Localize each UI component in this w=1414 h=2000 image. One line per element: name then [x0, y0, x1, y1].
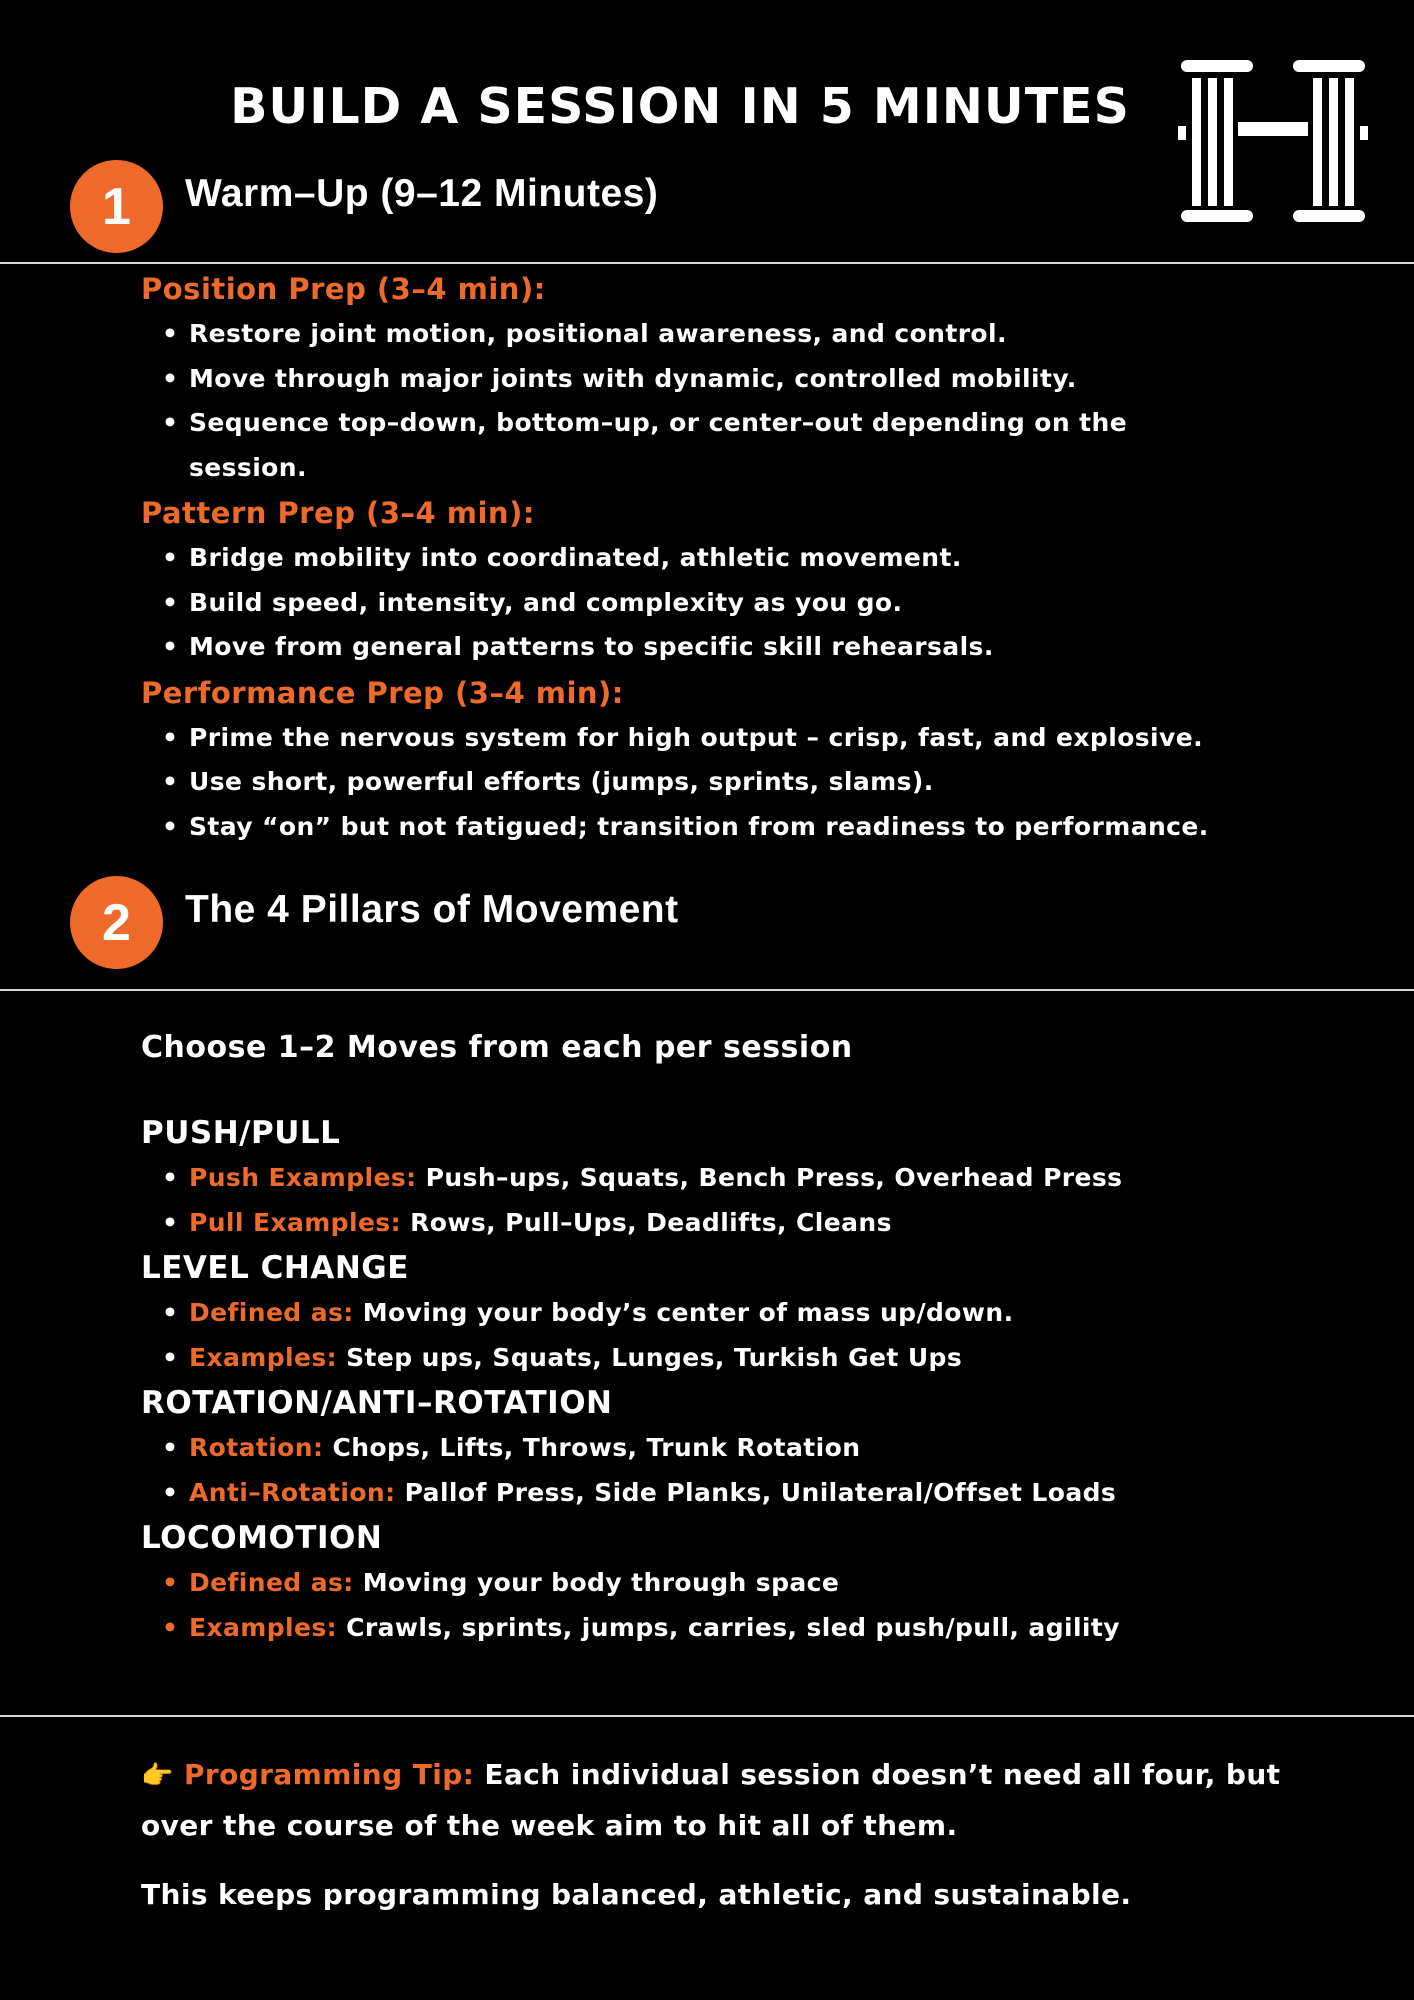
item-label: Defined as:: [189, 1298, 354, 1327]
pillar-heading-push-pull: PUSH/PULL: [141, 1115, 341, 1151]
list-item: [189, 1156, 1381, 1201]
item-text: Chops, Lifts, Throws, Trunk Rotation: [332, 1433, 861, 1462]
item-label: Rotation:: [189, 1433, 324, 1462]
list-item: • Prime the nervous system for high output – crisp, fast, and explosive.: [189, 716, 1381, 761]
list-item: [189, 1336, 1381, 1381]
pattern-prep-list: [141, 536, 1381, 670]
list-item: • Stay “on” but not fatigued; transition from readiness to performance.: [189, 805, 1381, 850]
pillar-list-push-pull: [141, 1156, 1381, 1245]
item-text: Rows, Pull–Ups, Deadlifts, Cleans: [410, 1207, 892, 1237]
item-text: Pallof Press, Side Planks, Unilateral/Offset Loads: [404, 1477, 1117, 1507]
step-number-2: 2: [70, 876, 163, 969]
list-item: [189, 1471, 1381, 1516]
list-item: • Build speed, intensity, and complexity as you go.: [189, 581, 1381, 626]
pillar-heading-locomotion: LOCOMOTION: [141, 1520, 383, 1556]
section-title-warmup: Warm–Up (9–12 Minutes): [185, 172, 659, 215]
list-item: [189, 1291, 1381, 1336]
divider: [0, 1715, 1414, 1717]
list-item: • Move from general patterns to specific skill rehearsals.: [189, 625, 1381, 670]
tip-text: Each individual session doesn’t need all four, but over the course of the week aim to hit all of them.: [141, 1758, 1281, 1842]
pattern-prep-heading: Pattern Prep (3–4 min):: [141, 496, 535, 530]
step-number-1: 1: [70, 160, 163, 253]
item-text: Crawls, sprints, jumps, carries, sled push/pull, agility: [346, 1612, 1120, 1642]
divider: [0, 989, 1414, 991]
position-prep-heading: Position Prep (3–4 min):: [141, 272, 546, 306]
list-item: [189, 1561, 1381, 1606]
pillar-list-locomotion: [141, 1561, 1381, 1650]
list-item: [189, 1426, 1381, 1471]
pillar-list-level-change: [141, 1291, 1381, 1380]
item-label: Anti–Rotation:: [189, 1477, 396, 1507]
programming-tip: [141, 1750, 1341, 1850]
list-item: • Move through major joints with dynamic, controlled mobility.: [189, 357, 1381, 402]
list-item: • Bridge mobility into coordinated, athletic movement.: [189, 536, 1381, 581]
item-label: Push Examples:: [189, 1163, 417, 1192]
page-title: BUILD A SESSION IN 5 MINUTES: [230, 78, 1130, 135]
item-label: Defined as:: [189, 1568, 354, 1597]
section-title-pillars: The 4 Pillars of Movement: [185, 888, 679, 931]
item-label: Examples:: [189, 1612, 338, 1642]
barbell-pillar-logo-icon: [1178, 60, 1368, 222]
position-prep-list: [141, 312, 1381, 490]
list-item: [189, 1201, 1381, 1246]
item-text: Moving your body through space: [362, 1568, 840, 1597]
pillar-heading-level-change: LEVEL CHANGE: [141, 1250, 409, 1286]
performance-prep-heading: Performance Prep (3–4 min):: [141, 675, 624, 710]
list-item: [189, 1606, 1381, 1651]
item-text: Moving your body’s center of mass up/down.: [362, 1298, 1014, 1327]
pillar-heading-rotation: ROTATION/ANTI–ROTATION: [141, 1385, 613, 1421]
pointing-hand-icon: 👉: [141, 1761, 174, 1791]
item-text: Step ups, Squats, Lunges, Turkish Get Ups: [346, 1342, 963, 1372]
list-item: • Sequence top–down, bottom–up, or center–out depending on the session.: [189, 401, 1381, 490]
tip-closing: This keeps programming balanced, athletic, and sustainable.: [141, 1878, 1132, 1911]
item-label: Examples:: [189, 1342, 338, 1372]
list-item: • Use short, powerful efforts (jumps, sprints, slams).: [189, 760, 1381, 805]
warmup-block: [141, 266, 1381, 849]
list-item: • Restore joint motion, positional awareness, and control.: [189, 312, 1381, 357]
performance-prep-list: [141, 716, 1381, 850]
pillar-list-rotation: [141, 1426, 1381, 1515]
divider: [0, 262, 1414, 264]
item-label: Pull Examples:: [189, 1207, 401, 1237]
item-text: Push–ups, Squats, Bench Press, Overhead Press: [425, 1163, 1123, 1192]
pillars-block: [141, 1110, 1381, 1650]
tip-label: Programming Tip:: [183, 1758, 475, 1791]
pillars-intro: Choose 1–2 Moves from each per session: [141, 1030, 853, 1065]
